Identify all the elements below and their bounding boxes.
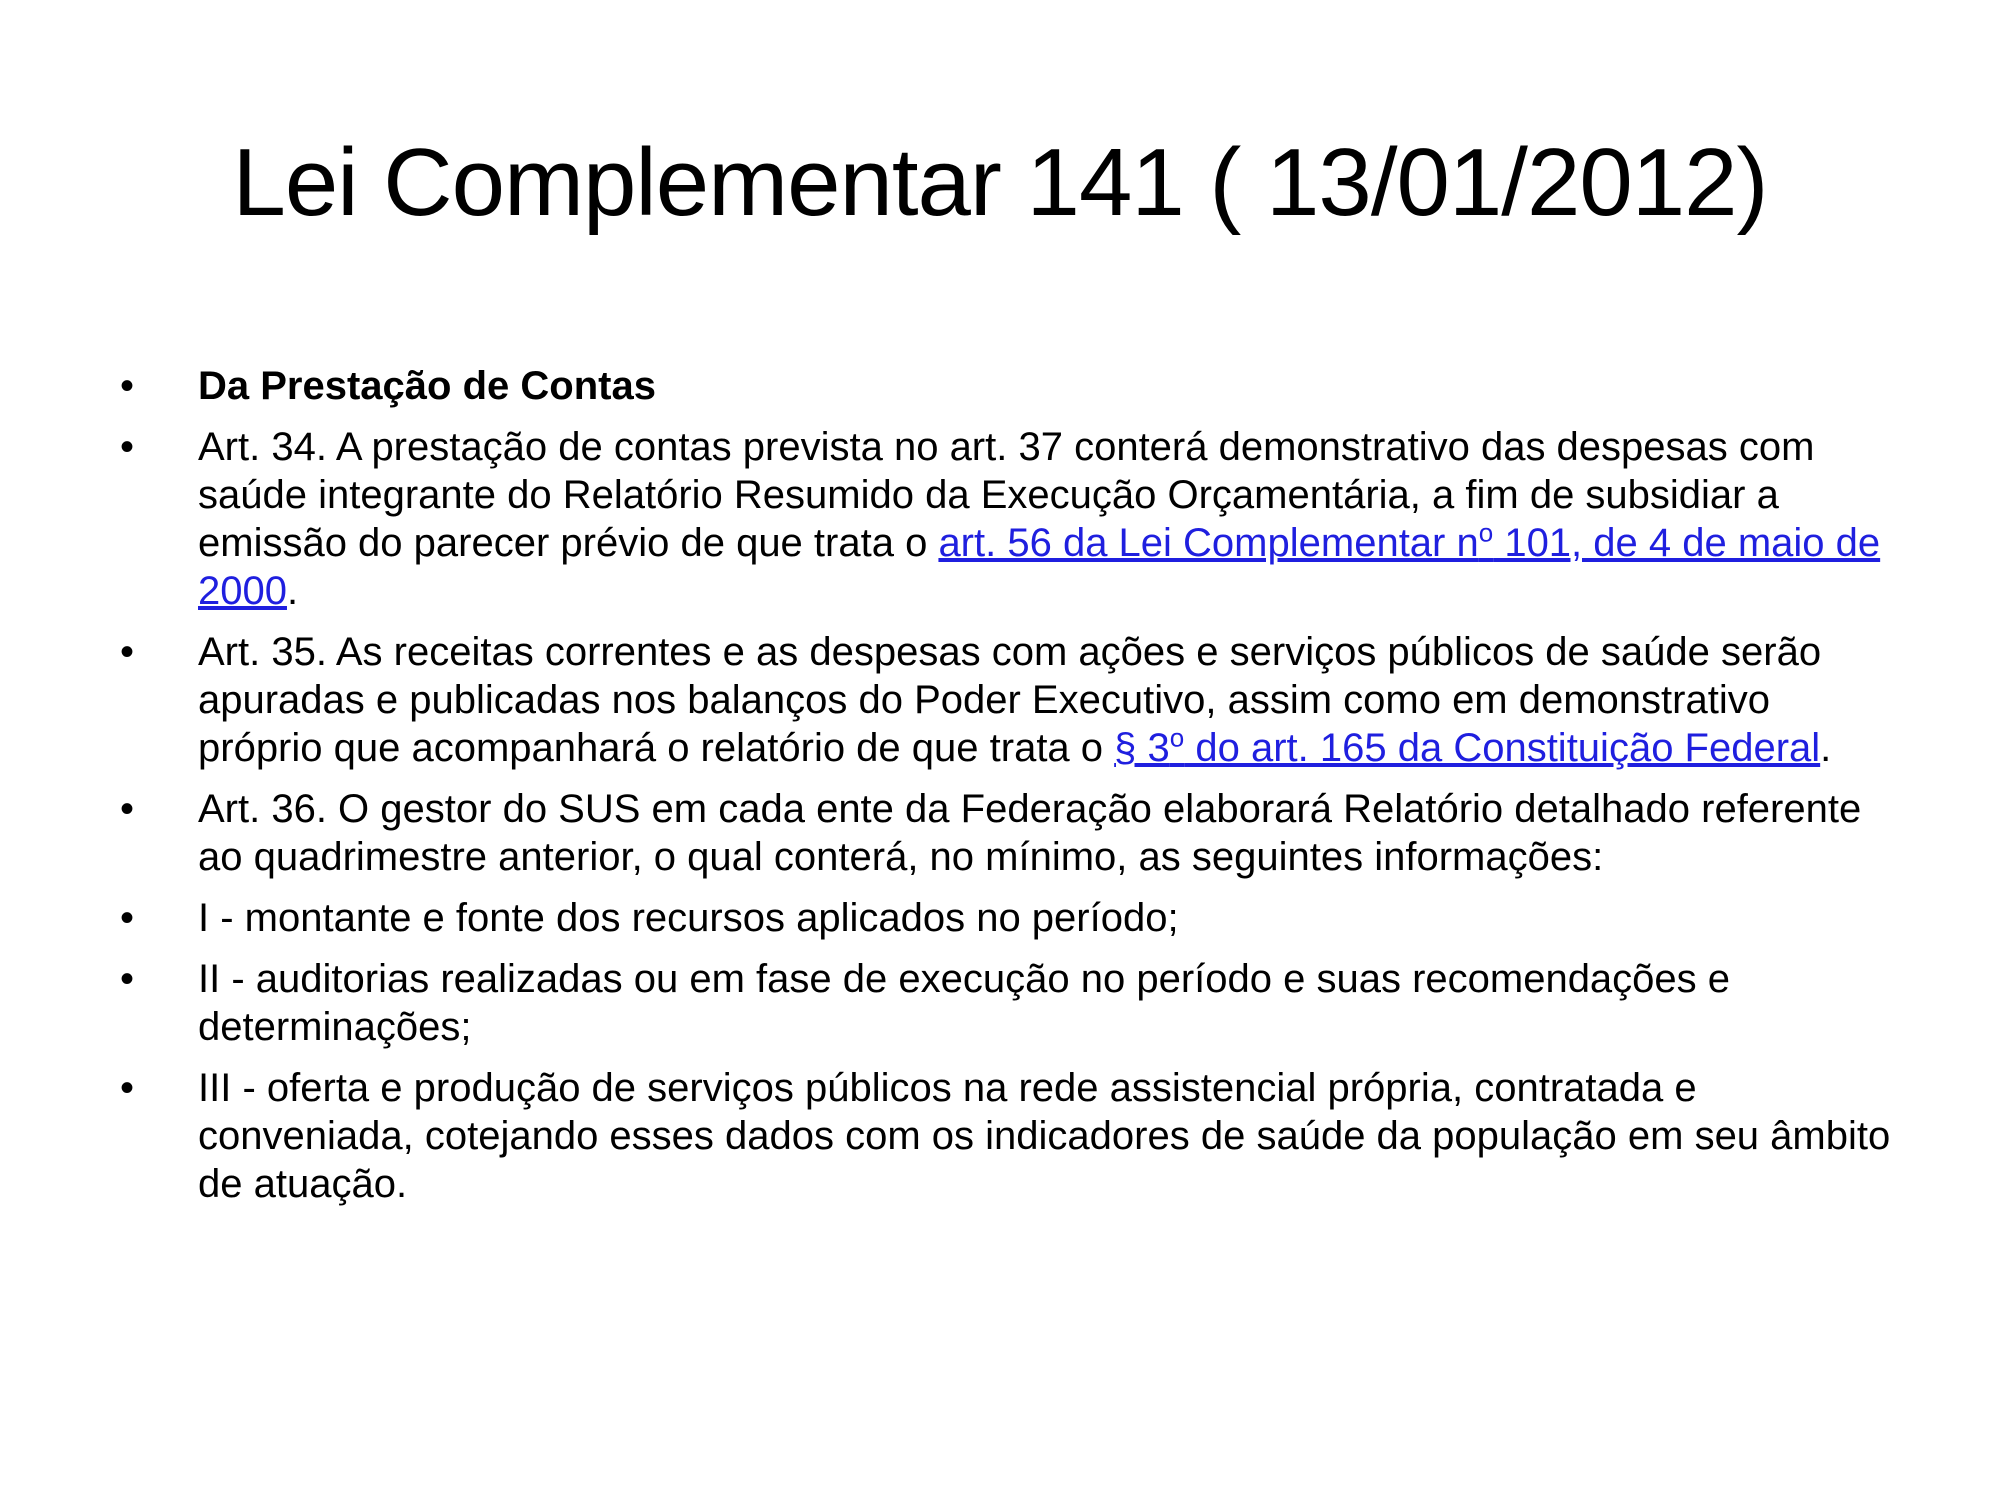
list-item-heading [120, 362, 1900, 410]
list-item-inciso-ii [120, 955, 1900, 1051]
list-item-inciso-i [120, 894, 1900, 942]
ordinal-sup: o [1478, 517, 1494, 548]
bullet-icon: • [120, 425, 135, 469]
slide-title: Lei Complementar 141 ( 13/01/2012) [232, 129, 1768, 236]
list-item-art-35 [120, 628, 1900, 772]
constituicao-165-link[interactable] [1114, 722, 1821, 770]
bullet-icon: • [120, 630, 135, 674]
section-heading: Da Prestação de Contas [198, 364, 656, 408]
art-34-period: . [286, 569, 299, 613]
ordinal-sup: o [1169, 722, 1185, 753]
bullet-icon: • [120, 787, 135, 831]
art-34-text: Art. 34. A prestação de contas prevista no art. 37 conterá demonstrativo das despesas com saúde integrante do Relatório Resumido da Execução Orçamentária, a fim de subsidiar a emissão do parecer prévio de que trata o [198, 425, 1815, 565]
constituicao-link-text: § 3 [1114, 726, 1170, 770]
art-56-link-text: art. 56 da Lei Complementar n [938, 521, 1479, 565]
art-56-link-text-end: 101, de 4 de maio de 2000 [198, 521, 1881, 613]
bullet-icon: • [120, 364, 135, 408]
list-item-art-36 [120, 785, 1900, 881]
inciso-i-text: I - montante e fonte dos recursos aplicados no período; [198, 896, 1179, 940]
bullet-icon: • [120, 896, 135, 940]
list-item-inciso-iii [120, 1064, 1900, 1208]
constituicao-link-text-end: do art. 165 da Constituição Federal [1184, 726, 1821, 770]
list-item-art-34 [120, 423, 1900, 615]
bullet-icon: • [120, 1066, 135, 1110]
art-35-text: Art. 35. As receitas correntes e as despesas com ações e serviços públicos de saúde serão apuradas e publicadas nos balanços do Poder Executivo, assim como em demonstrativo próprio que acompanhará o relatório de que trata o [198, 630, 1822, 770]
art-35-period: . [1820, 726, 1832, 770]
inciso-ii-text: II - auditorias realizadas ou em fase de execução no período e suas recomendações e determinações; [198, 957, 1731, 1049]
art-36-text: Art. 36. O gestor do SUS em cada ente da Federação elaborará Relatório detalhado referente ao quadrimestre anterior, o qual conterá, no mínimo, as seguintes informações: [198, 787, 1862, 879]
bullet-icon: • [120, 957, 135, 1001]
inciso-iii-text: III - oferta e produção de serviços públicos na rede assistencial própria, contratada e conveniada, cotejando esses dados com os indicadores de saúde da população em seu âmbito de atuação. [198, 1066, 1891, 1206]
bullet-list [120, 362, 1900, 1221]
